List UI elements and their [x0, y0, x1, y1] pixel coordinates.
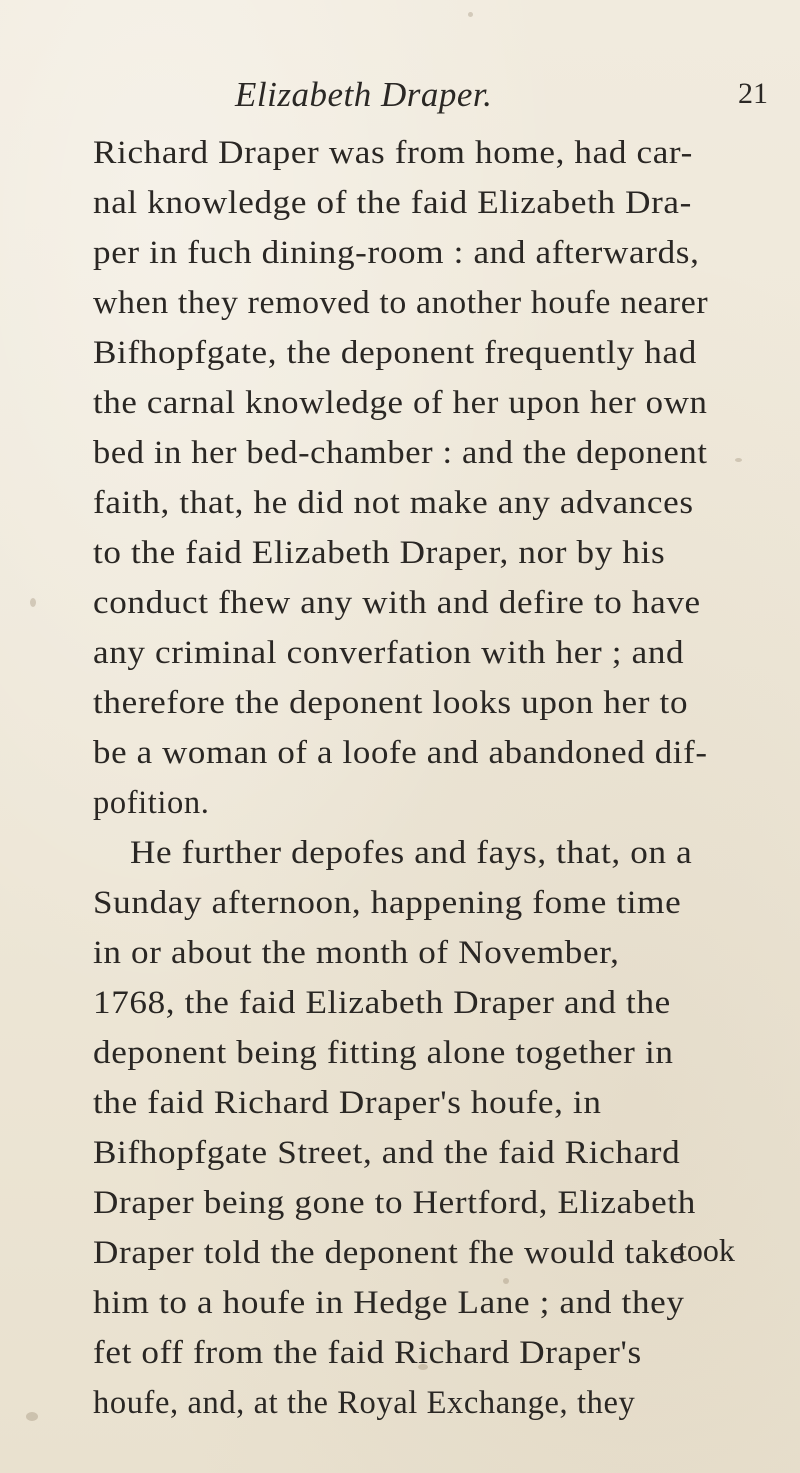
text-line: Bifhopfgate Street, and the faid Richard: [93, 1135, 681, 1171]
text-line: pofition.: [93, 785, 210, 821]
page-number: 21: [738, 77, 768, 110]
text-line: him to a houfe in Hedge Lane ; and they: [93, 1285, 685, 1321]
text-line: therefore the deponent looks upon her to: [93, 685, 689, 721]
text-line: bed in her bed-chamber : and the deponent: [93, 435, 708, 471]
text-line: houfe, and, at the Royal Exchange, they: [93, 1385, 636, 1421]
text-line: Draper told the deponent fhe would take: [93, 1235, 686, 1271]
text-line: 1768, the faid Elizabeth Draper and the: [93, 985, 671, 1021]
text-line: any criminal converfation with her ; and: [93, 635, 685, 671]
text-line: fet off from the faid Richard Draper's: [93, 1335, 642, 1371]
paper-speck: [30, 598, 36, 607]
text-line: He further depofes and fays, that, on a: [130, 835, 693, 871]
catchword: took: [678, 1232, 735, 1268]
text-line: Richard Draper was from home, had car-: [93, 135, 693, 171]
paper-speck: [735, 458, 742, 462]
text-line: the faid Richard Draper's houfe, in: [93, 1085, 602, 1121]
text-line: faith, that, he did not make any advances: [93, 485, 694, 521]
text-line: to the faid Elizabeth Draper, nor by his: [93, 535, 666, 571]
text-line: the carnal knowledge of her upon her own: [93, 385, 708, 421]
paper-speck: [468, 12, 473, 17]
text-line: be a woman of a loofe and abandoned dif-: [93, 735, 708, 771]
paper-speck: [26, 1412, 38, 1421]
running-head: Elizabeth Draper.: [235, 75, 493, 114]
page-header: [0, 75, 800, 125]
text-line: when they removed to another houfe nearer: [93, 285, 709, 321]
text-line: in or about the month of November,: [93, 935, 620, 971]
text-line: Bifhopfgate, the deponent frequently had: [93, 335, 697, 371]
text-line: Draper being gone to Hertford, Elizabeth: [93, 1185, 696, 1221]
text-line: per in fuch dining-room : and afterwards,: [93, 235, 700, 271]
text-line: deponent being fitting alone together in: [93, 1035, 674, 1071]
text-line: conduct fhew any with and defire to have: [93, 585, 701, 621]
text-line: Sunday afternoon, happening fome time: [93, 885, 682, 921]
text-line: nal knowledge of the faid Elizabeth Dra-: [93, 185, 692, 221]
